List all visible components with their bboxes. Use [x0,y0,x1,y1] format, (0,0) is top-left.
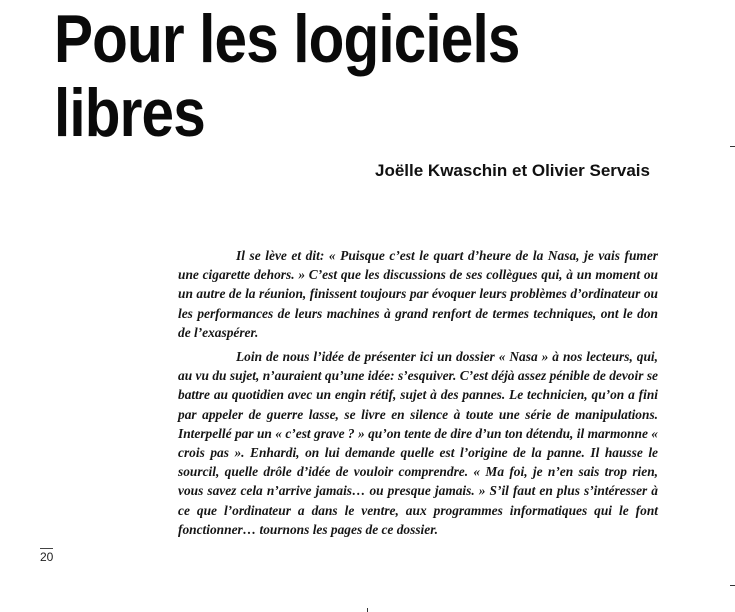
crop-mark [730,146,735,147]
article-body [178,246,658,544]
paragraph: Il se lève et dit: « Puisque c’est le quart d’heure de la Nasa, je vais fumer une cigarette dehors. » C’est que les discussions de ses collègues qui, à un moment ou un autre de la réunion, finissent toujours par évoquer leurs problèmes d’ordinateur ou les performances de leurs machines à grand renfort de termes techniques, ont le don de l’exaspérer. [178,248,658,340]
crop-mark [730,585,735,586]
article-authors: Joëlle Kwaschin et Olivier Servais [375,161,650,180]
paragraph: Loin de nous l’idée de présenter ici un dossier « Nasa » à nos lecteurs, qui, au vu du sujet, n’auraient qu’une idée: s’esquiver. C’est déjà assez pénible de devoir se battre au quotidien avec un engin rétif, sujet à des pannes. Le technicien, qu’on a fini par appeler de guerre lasse, se livre en silence à toute une série de manipulations. Interpellé par un « c’est grave ? » qu’on tente de dire d’un ton détendu, il marmonne « crois pas ». Enhardi, on lui demande quelle est l’origine de la panne. Il hausse le sourcil, quelle drôle d’idée de vouloir comprendre. « Ma foi, je n’en sais trop rien, vous savez cela n’arrive jamais… ou presque jamais. » S’il faut en plus s’intéresser à ce que l’ordinateur a dans le ventre, aux programmes informatiques qui le font fonctionner… tournons les pages de ce dossier. [178,349,658,537]
crop-mark [367,608,368,612]
article-title: Pour les logiciels libres [54,1,520,151]
page-number: 20 [40,550,54,564]
